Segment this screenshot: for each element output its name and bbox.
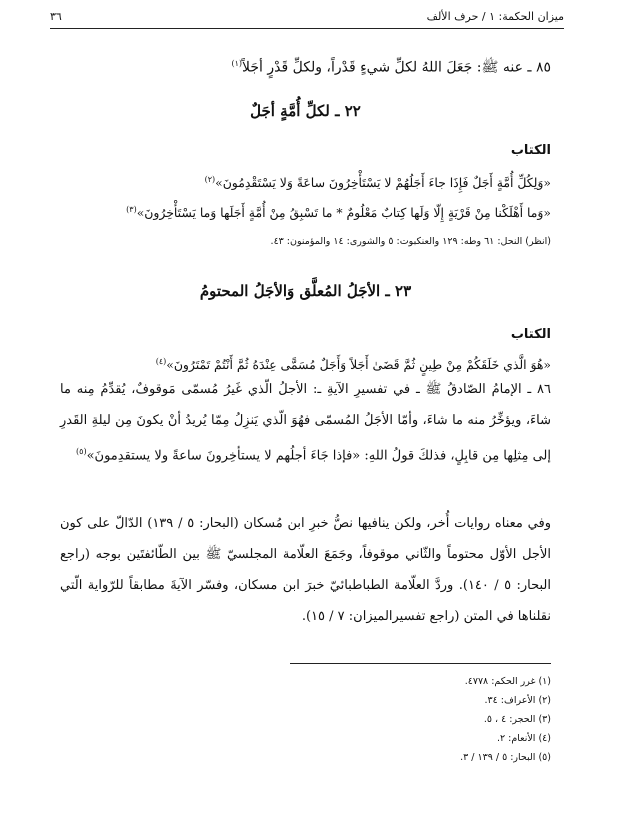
running-head xyxy=(50,8,564,29)
section-23-verse-text: «هُوَ الَّذي خَلَقَكُمْ مِنْ طِينٍ ثُمَّ قَضَىٰ أَجَلاً وَأَجَلٌ مُسَمًّى عِنْدَهُ ثُمَّ أَنْتُمْ تَمْتَرُونَ» xyxy=(166,357,551,373)
footnote-item: (٤) الأنعام: ٢. xyxy=(497,733,551,744)
hadith-86-text: ٨٦ ـ الإمامُ الصّادقُ ﷺ ـ في تفسيرِ الآيةِ ـ: الأجلُ الّذي غَيرُ مُسمّى مَوقوفٌ، يُقدِّمُ مِنه ما شاءَ، ويؤخِّرُ منه ما شاءَ، وأمّا الأجَلُ المُسمّى فهُوَ الّذي يَنزِلُ مِمّا يُريدُ أنْ يكونَ مِن ليلةِ القَدرِ إلى مِثلِها مِن قابِلٍ، فذلكَ قولُ اللهِ: «فإذا جَاءَ أجلُهم لا يستأخِرونَ ساعةً ولا يستقدِمونَ» xyxy=(60,382,551,464)
section-23-verse-ref: (٤) xyxy=(155,357,167,366)
verse-1-text: «وَلِكُلِّ أُمَّةٍ أَجَلٌ فَإِذَا جاءَ أَجَلُهُمْ لا يَسْتَأْخِرُونَ ساعَةً وَلا يَسْتَقْدِمُونَ» xyxy=(215,175,551,191)
section-22-heading: ٢٢ ـ لكلِّ أُمَّةٍ أجَلٌ xyxy=(250,102,361,120)
section-22-verse-1 xyxy=(60,166,551,197)
see-also-note: (انظر) النحل: ٦١ وطه: ١٢٩ والعنكبوت: ٥ والشورى: ١٤ والمؤمنون: ٤٣. xyxy=(270,236,551,247)
hadith-85-text: ٨٥ ـ عنه ﷺ: جَعَلَ اللهُ لكلِّ شيءٍ قَدْراً، ولكلِّ قَدْرٍ أجَلاً xyxy=(242,59,551,76)
footnote-item: (٢) الأعراف: ٣٤. xyxy=(484,695,551,706)
footnote-item: (١) غرر الحكم: ٤٧٧٨. xyxy=(464,676,551,687)
hadith-86-ref: (٥) xyxy=(76,447,87,456)
section-22-book-label: الكتاب xyxy=(510,143,551,158)
running-title: ميزان الحكمة: ١ / حرف الألف xyxy=(426,10,564,23)
footnote-item: (٥) البحار: ٥ / ١٣٩ / ٣. xyxy=(460,752,551,763)
commentary-paragraph: وفي معناه روايات أُخر، ولكن ينافيها نصُّ خبرِ ابن مُسكان (البحار: ٥ / ١٣٩) الدّالّ على كون الأجل الأوّل محتوماً والثّاني موقوفاً، وجَمَعَ العلّامة المجلسيّ ﷺ بين الطّائفتَين بوجه (راجع البحار: ٥ / ١٤٠). وردَّ العلّامة الطباطبائيّ خبرَ ابن مسكان، وفسّر الآيةَ مطابقاً للرّواية الّتي نقلناها في المتن (راجع تفسيرالميزان: ٧ / ١٥). xyxy=(60,516,551,624)
hadith-85-ref: (١) xyxy=(231,59,243,68)
hadith-86 xyxy=(60,374,551,471)
page-number: ٣٦ xyxy=(50,10,62,23)
verse-1-ref: (٢) xyxy=(204,175,216,184)
section-22-verse-2 xyxy=(60,196,551,227)
hadith-85 xyxy=(60,52,551,80)
verse-2-text: «وَما أَهْلَكْنا مِنْ قَرْيَةٍ إِلّا وَلَها كِتابٌ مَعْلُومٌ * ما تَسْبِقُ مِنْ أُمَّةٍ أَجَلَها وَما يَسْتَأْخِرُونَ» xyxy=(136,205,551,221)
footnotes xyxy=(251,672,551,767)
section-23-heading: ٢٣ ـ الأجَلُ المُعلَّق وَالأجَلُ المحتومُ xyxy=(199,282,412,300)
footnote-item: (٣) الحجر: ٤ ، ٥. xyxy=(483,714,551,725)
section-23-book-label: الكتاب xyxy=(510,327,551,342)
footnote-divider xyxy=(290,663,551,664)
verse-2-ref: (٣) xyxy=(126,205,137,214)
